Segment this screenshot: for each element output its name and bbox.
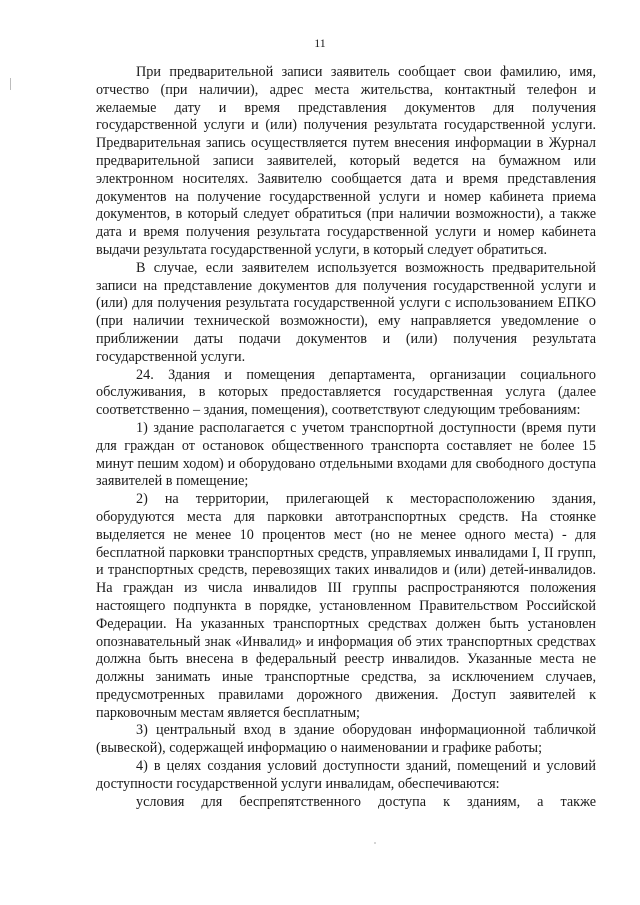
- paragraph-item-1: 1) здание располагается с учетом транспортной доступности (время пути для граждан от остановок общественного транспорта составляет не более 15 минут пешим ходом) и оборудовано отдельными входами для свободного доступа заявителей в помещение;: [96, 419, 596, 490]
- paragraph-epko-notification: В случае, если заявителем используется возможность предварительной записи на представление документов для получения государственной услуги и (или) для получения результата государственной услуги с использованием ЕПКО (при наличии технической возможности), ему направляется уведомление о приближении даты подачи документов и (или) получения результата государственной услуги.: [96, 259, 596, 365]
- paragraph-preliminary-registration: При предварительной записи заявитель сообщает свои фамилию, имя, отчество (при наличии), адрес места жительства, контактный телефон и желаемые дату и время представления документов для получения государственной услуги и (или) получения результата государственной услуги. Предварительная запись осуществляется путем внесения информации в Журнал предварительной записи заявителей, который ведется на бумажном или электронном носителях. Заявителю сообщается дата и время представления документов на получение государственной услуги и номер кабинета приема документов, в который следует обратиться (при наличии возможности), а также дата и время получения результата государственной услуги и номер кабинета выдачи результата государственной услуги, в который следует обратиться.: [96, 64, 596, 258]
- scan-mark: [10, 78, 11, 90]
- paragraph-item-4: 4) в целях создания условий доступности зданий, помещений и условий доступности государственной услуги инвалидам, обеспечиваются:: [96, 758, 596, 792]
- paragraph-item-3: 3) центральный вход в здание оборудован информационной табличкой (вывеской), содержащей информацию о наименовании и графике работы;: [96, 722, 596, 757]
- paragraph-24-requirements: 24. Здания и помещения департамента, организации социального обслуживания, в которых предоставляется государственная услуга (далее соответственно – здания, помещения), соответствуют следующим требованиям:: [96, 366, 596, 419]
- document-body: [96, 64, 596, 811]
- scan-dot: [374, 842, 376, 844]
- paragraph-item-2: 2) на территории, прилегающей к месторасположению здания, оборудуются места для парковки автотранспортных средств. На стоянке выделяется не менее 10 процентов мест (но не менее одного места) - для бесплатной парковки транспортных средств, управляемых инвалидами I, II групп, и транспортных средств, перевозящих таких инвалидов и (или) детей-инвалидов. На граждан из числа инвалидов III группы распространяются положения настоящего подпункта в порядке, установленном Правительством Российской Федерации. На указанных транспортных средствах должен быть установлен опознавательный знак «Инвалид» и информация об этих транспортных средствах должна быть внесена в федеральный реестр инвалидов. Указанные места не должны занимать иные транспортные средства, за исключением случаев, предусмотренных правилами дорожного движения. Доступ заявителей к парковочным местам является бесплатным;: [96, 491, 596, 721]
- paragraph-conditions: условия для беспрепятственного доступа к зданиям, а также: [136, 793, 596, 810]
- page-number: 11: [314, 36, 326, 50]
